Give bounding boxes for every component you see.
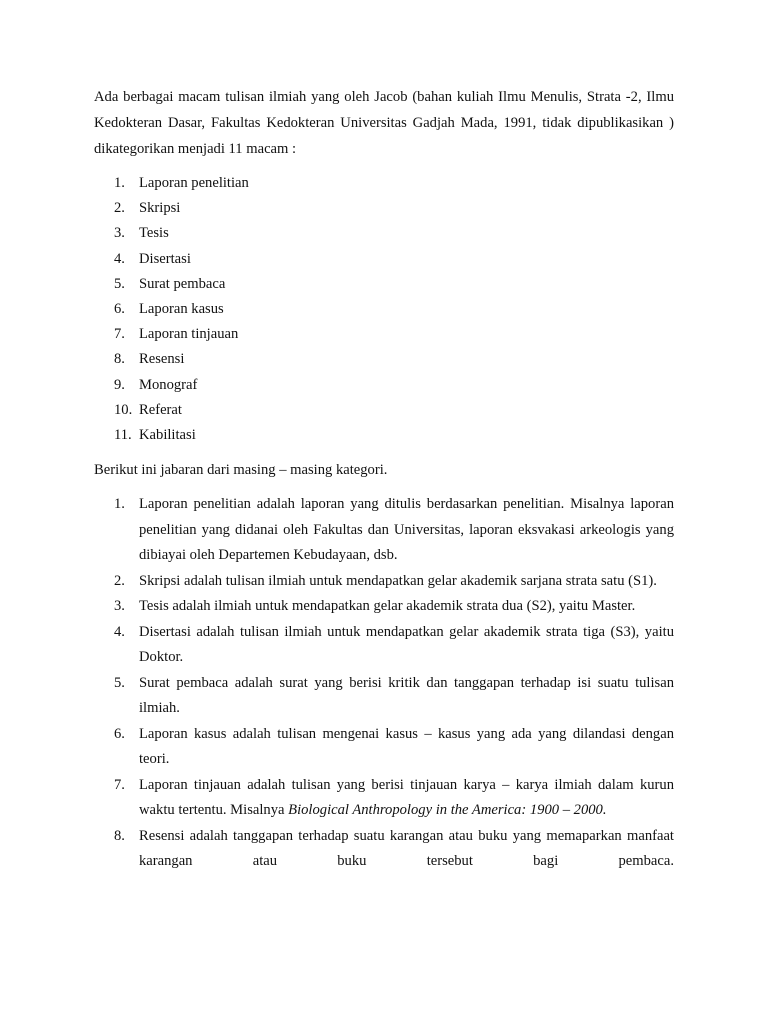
list-number: 3.	[114, 225, 125, 242]
list-item-text: Laporan penelitian adalah laporan yang ditulis berdasarkan penelitian. Misalnya laporan penelitian yang didanai oleh Fakultas dan Universitas, laporan eksvakasi arkeologis yang dibiayai oleh Departemen Kebudayaan, dsb.	[139, 496, 674, 564]
list-item	[94, 322, 674, 347]
list-item-text: Disertasi adalah tulisan ilmiah untuk mendapatkan gelar akademik strata tiga (S3), yaitu Doktor.	[139, 623, 674, 666]
list-number: 9.	[114, 376, 125, 393]
category-list	[94, 171, 674, 448]
list-item	[94, 620, 674, 671]
list-number: 5.	[114, 674, 125, 691]
list-number: 3.	[114, 598, 125, 615]
list-item	[94, 671, 674, 722]
list-number: 5.	[114, 275, 125, 292]
list-item	[94, 347, 674, 372]
document-page	[94, 84, 674, 875]
list-item	[94, 221, 674, 246]
list-item	[94, 247, 674, 272]
list-number: 11.	[114, 427, 132, 444]
list-item-text: Laporan tinjauan adalah tulisan yang berisi tinjauan karya – karya ilmiah dalam kurun waktu tertentu. Misalnya	[139, 776, 674, 819]
list-number: 4.	[114, 250, 125, 267]
list-item-label: Resensi	[139, 351, 185, 368]
list-number: 8.	[114, 351, 125, 368]
list-item-label: Kabilitasi	[139, 427, 196, 444]
list-number: 10.	[114, 401, 133, 418]
intro-paragraph: Ada berbagai macam tulisan ilmiah yang oleh Jacob (bahan kuliah Ilmu Menulis, Strata -2, Ilmu Kedokteran Dasar, Fakultas Kedokteran Universitas Gadjah Mada, 1991, tidak dipublikasikan ) dikategorikan menjadi 11 macam :	[94, 89, 674, 157]
list-item-label: Referat	[139, 401, 182, 418]
list-number: 2.	[114, 200, 125, 217]
list-item-label: Surat pembaca	[139, 275, 226, 292]
list-number: 4.	[114, 623, 125, 640]
list-item	[94, 171, 674, 196]
book-title-italic: Biological Anthropology in the America: 1900 – 2000.	[288, 802, 607, 819]
list-item-label: Laporan tinjauan	[139, 326, 239, 343]
list-item	[94, 594, 674, 620]
list-number: 7.	[114, 326, 125, 343]
list-number: 1.	[114, 496, 125, 513]
list-item-text: Surat pembaca adalah surat yang berisi kritik dan tanggapan terhadap isi suatu tulisan ilmiah.	[139, 674, 674, 717]
list-item	[94, 297, 674, 322]
list-number: 7.	[114, 776, 125, 793]
list-item	[94, 722, 674, 773]
list-item	[94, 569, 674, 595]
subintro-paragraph: Berikut ini jabaran dari masing – masing kategori.	[94, 462, 388, 479]
list-item-label: Skripsi	[139, 200, 181, 217]
list-item	[94, 423, 674, 448]
list-item	[94, 773, 674, 824]
list-item-text: Tesis adalah ilmiah untuk mendapatkan gelar akademik strata dua (S2), yaitu Master.	[139, 598, 636, 615]
list-item	[94, 272, 674, 297]
list-item	[94, 492, 674, 569]
list-item-label: Laporan penelitian	[139, 175, 249, 191]
list-item-label: Disertasi	[139, 250, 191, 267]
list-item-text: Resensi adalah tanggapan terhadap suatu karangan atau buku yang memaparkan manfaat karangan atau buku tersebut bagi pembaca.	[139, 827, 674, 870]
list-number: 2.	[114, 572, 125, 589]
list-item-label: Tesis	[139, 225, 169, 242]
list-item-label: Laporan kasus	[139, 301, 224, 318]
list-number: 1.	[114, 175, 125, 191]
list-number: 8.	[114, 827, 125, 844]
list-number: 6.	[114, 725, 125, 742]
list-number: 6.	[114, 301, 125, 318]
list-item-label: Monograf	[139, 376, 198, 393]
list-item	[94, 196, 674, 221]
list-item-text: Skripsi adalah tulisan ilmiah untuk mendapatkan gelar akademik sarjana strata satu (S1).	[139, 572, 657, 589]
list-item	[94, 398, 674, 423]
description-list	[94, 492, 674, 875]
list-item	[94, 373, 674, 398]
list-item-text: Laporan kasus adalah tulisan mengenai kasus – kasus yang ada yang dilandasi dengan teori.	[139, 725, 674, 768]
list-item	[94, 824, 674, 875]
